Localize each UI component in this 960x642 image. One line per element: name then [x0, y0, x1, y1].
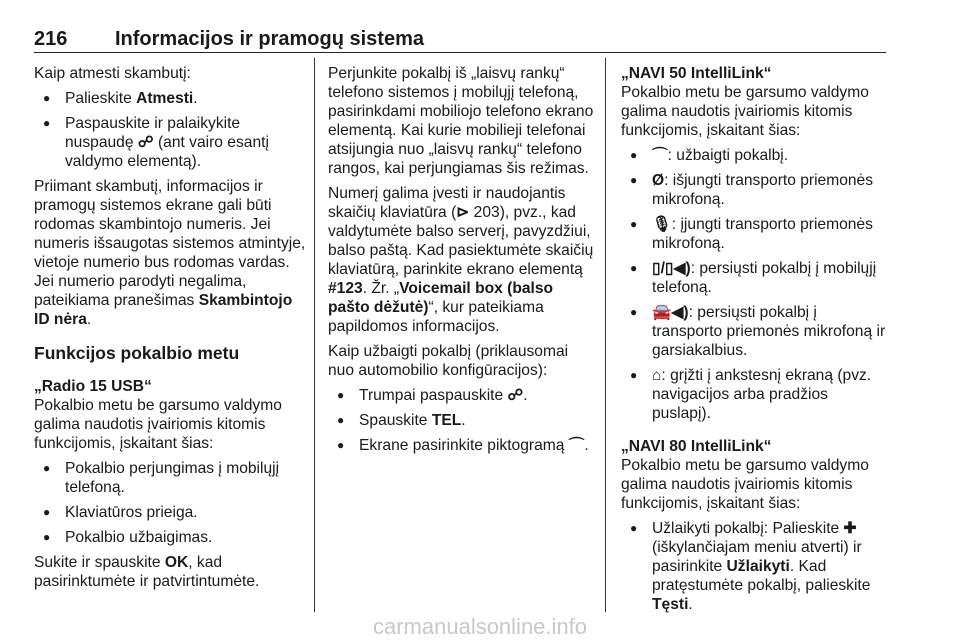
subheading: „NAVI 50 IntelliLink“ — [621, 65, 772, 82]
text: 203), pvz., kad valdytumėte balso serverį, pavyzdžiui, balso paštą. Kad pasiektumėte skaičių klaviatūrą, parinkite ekrano elementą — [328, 204, 594, 278]
bullet-list — [621, 146, 889, 423]
transfer-to-phone-icon: ▯/▯◀) — [652, 260, 691, 277]
ui-term: Voicemail box (balso pašto dėžutė) — [328, 280, 554, 316]
column-3 — [621, 64, 889, 620]
bullet-list — [34, 89, 306, 171]
text: Užlaikyti pokalbį: Palieskite — [652, 520, 844, 537]
text: : užbaigti pokalbį. — [667, 147, 789, 164]
list-item — [34, 114, 306, 171]
text: : išjungti transporto priemonės mikrofoną. — [652, 172, 874, 208]
list-item: ● Pokalbio perjungimas į mobilųjį telefoną. — [34, 459, 306, 497]
column-2 — [328, 64, 596, 461]
paragraph — [34, 553, 306, 591]
plus-icon: ✚ — [843, 520, 857, 537]
list-item — [621, 171, 889, 209]
page-ref-arrow-icon: ⊳ — [456, 204, 470, 221]
ui-term: Atmesti — [136, 90, 194, 107]
text: . — [584, 437, 589, 454]
text: . — [193, 90, 198, 107]
microphone-icon: 🎙 — [652, 216, 672, 233]
text: Priimant skambutį, informacijos ir pramogų sistemos ekrane gali būti rodomas skambintojo numeris. Jei numeris išsaugotas sistemos atmintyje, vietoje numerio bus rodomas vardas. Jei numerio parodyti negalima, pateikiama pranešimas — [34, 178, 306, 309]
list-item — [621, 215, 889, 253]
phone-hangup-icon: ⌒ — [568, 437, 585, 454]
watermark: carmanualsonline.info — [372, 614, 588, 639]
paragraph: Pokalbio metu be garsumo valdymo galima naudotis įvairiomis kitomis funkcijomis, įskaitant šias: — [621, 457, 869, 512]
list-item: ● Pokalbio užbaigimas. — [34, 528, 306, 547]
subheading: „NAVI 80 IntelliLink“ — [621, 438, 772, 455]
text: . — [461, 412, 466, 429]
steering-wheel-phone-icon: ☍ — [137, 134, 154, 151]
steering-wheel-phone-icon: ☍ — [507, 387, 524, 404]
text: . — [523, 387, 528, 404]
paragraph: Perjunkite pokalbį iš „laisvų rankų“ telefono sistemos į mobilųjį telefoną, pasirinkdami mobiliojo telefono ekrano elementą. Kai kurie mobilieji telefonai atsijungia nuo „laisvų rankų“ telefono rangos, kai perjungiamas šis režimas. — [328, 65, 594, 177]
ui-term: Tęsti — [652, 596, 689, 613]
text: . Žr. „ — [362, 280, 400, 297]
text: . Kad pratęstumėte pokalbį, palieskite — [652, 558, 871, 594]
ui-term: Užlaikyti — [726, 558, 790, 575]
ui-term: #123 — [328, 280, 363, 297]
bullet-list — [328, 386, 596, 455]
ui-term: OK — [164, 554, 189, 571]
text: : persiųsti pokalbį į transporto priemonės mikrofoną ir garsiakalbius. — [652, 304, 886, 359]
paragraph: Kaip užbaigti pokalbį (priklausomai nuo automobilio konfigūracijos): — [328, 343, 569, 379]
paragraph: Pokalbio metu be garsumo valdymo galima naudotis įvairiomis kitomis funkcijomis, įskaitant šias: — [621, 84, 869, 139]
text: Ekrane pasirinkite piktogramą — [359, 437, 569, 454]
list-item — [328, 411, 596, 430]
text: Paspauskite ir palaikykite nuspaudę — [65, 115, 241, 151]
list-item — [328, 436, 596, 455]
page-title: Informacijos ir pramogų sistema — [115, 28, 424, 50]
text: Spauskite — [359, 412, 432, 429]
text: . — [688, 596, 693, 613]
text: : persiųsti pokalbį į mobilųjį telefoną. — [652, 260, 877, 296]
text: , kad pasirinktumėte ir patvirtintumėte. — [34, 554, 260, 590]
section-heading: Funkcijos pokalbio metu — [34, 343, 240, 363]
text: Trumpai paspauskite — [359, 387, 508, 404]
list-item — [621, 366, 889, 423]
column-divider-2 — [605, 58, 606, 612]
car-speaker-icon: 🚘◀) — [652, 304, 689, 321]
bullet-list — [34, 459, 306, 547]
ui-term: TEL — [431, 412, 462, 429]
paragraph — [34, 177, 306, 329]
header-rule — [34, 52, 886, 53]
list-item — [621, 519, 889, 614]
list-item — [328, 386, 596, 405]
text: Sukite ir spauskite — [34, 554, 165, 571]
home-icon: ⌂ — [652, 367, 662, 384]
bullet-list — [621, 519, 889, 614]
phone-hangup-icon: ⌒ — [652, 147, 668, 164]
text: . — [86, 311, 92, 328]
text: (ant vairo esantį valdymo elementą). — [65, 134, 269, 170]
mute-microphone-icon: Ø — [652, 172, 665, 189]
list-item — [621, 259, 889, 297]
page-number: 216 — [34, 28, 68, 50]
paragraph — [328, 184, 596, 336]
text: Numerį galima įvesti ir naudojantis skaičių klaviatūra ( — [328, 185, 566, 221]
list-item — [621, 303, 889, 360]
page-header — [34, 24, 886, 54]
paragraph: Kaip atmesti skambutį: — [34, 65, 191, 82]
text: Palieskite — [65, 90, 137, 107]
list-item — [34, 89, 306, 108]
text: (iškylančiajam meniu atverti) ir pasirinkite — [652, 539, 862, 575]
column-divider-1 — [314, 58, 315, 612]
list-item: ● Klaviatūros prieiga. — [34, 503, 306, 522]
ui-term: Skambintojo ID nėra — [34, 292, 293, 328]
column-1 — [34, 64, 306, 597]
text: : grįžti į ankstesnį ekraną (pvz. navigacijos arba pradžios puslapį). — [652, 367, 872, 422]
text: “, kur pateikiama papildomos informacijos. — [328, 299, 544, 335]
list-item — [621, 146, 889, 165]
subheading: „Radio 15 USB“ — [34, 378, 152, 395]
paragraph: Pokalbio metu be garsumo valdymo galima naudotis įvairiomis kitomis funkcijomis, įskaitant šias: — [34, 397, 282, 452]
text: : įjungti transporto priemonės mikrofoną. — [652, 216, 873, 252]
